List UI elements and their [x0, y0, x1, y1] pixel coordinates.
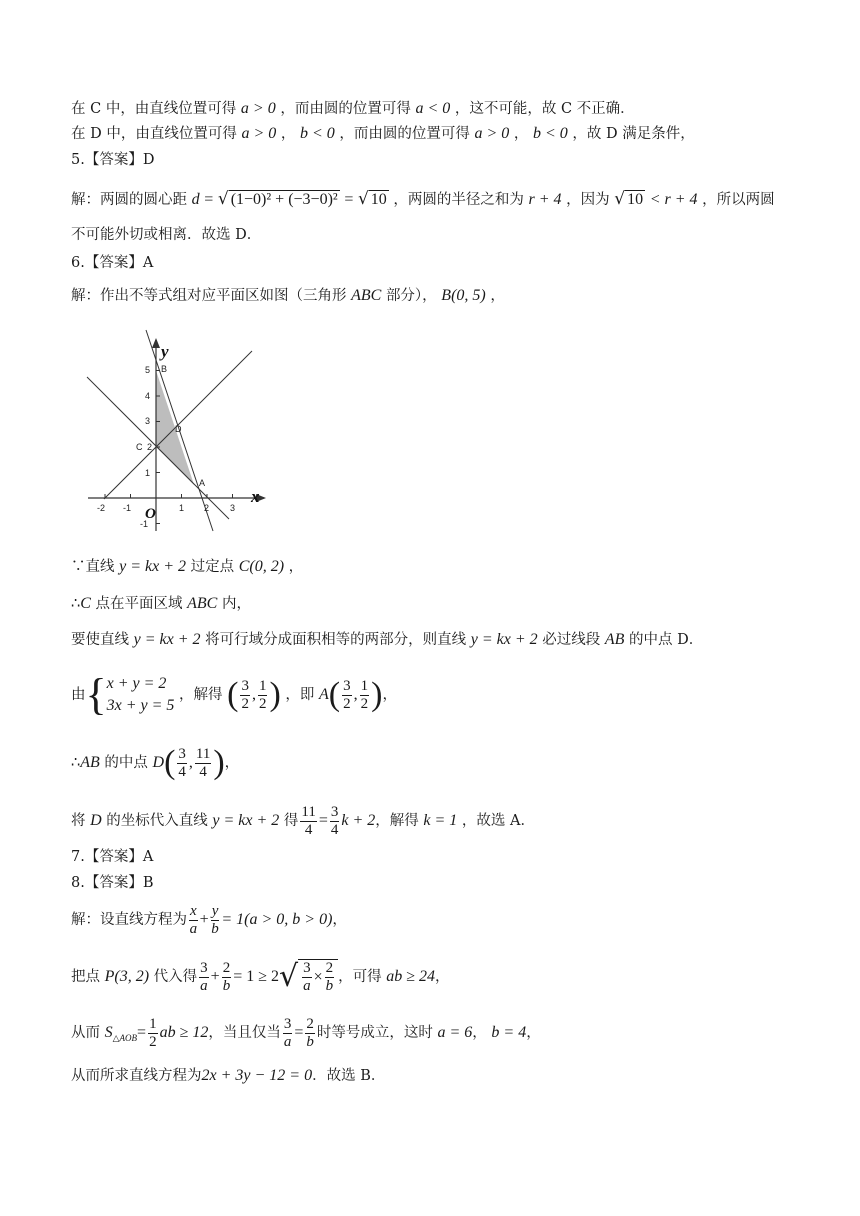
math: C(0, 2) — [238, 558, 285, 575]
text: ， — [526, 1025, 541, 1041]
radicand: 10 — [370, 191, 387, 208]
math: AB — [604, 631, 625, 648]
text: ，两圆的半径之和为 — [393, 192, 524, 208]
equation: x + y = 2 — [106, 675, 167, 692]
text: ，而由圆的位置可得 — [339, 126, 470, 142]
math: k + 2 — [341, 812, 376, 829]
sqrt-sign: √ — [357, 189, 369, 209]
text: 把点 — [71, 969, 100, 985]
fraction: $\frac{2}{b}$ — [222, 959, 231, 994]
text: 点在平面区域 — [95, 596, 183, 612]
fraction: $\frac{3}{4}$ — [178, 745, 186, 780]
math: ab ≥ 24 — [386, 968, 436, 985]
text: 要使直线 — [71, 632, 129, 648]
math: ABC — [187, 595, 218, 612]
text: ， — [224, 755, 240, 771]
answer-heading-5: 5.【答案】D — [71, 152, 155, 168]
text: ， — [382, 687, 397, 703]
text: 时等号成立，这时 — [316, 1025, 433, 1041]
math: = — [137, 1024, 147, 1041]
fraction: $\frac{3}{2}$ — [241, 677, 249, 712]
math: = — [344, 191, 354, 208]
math: 2x + 3y − 12 = 0 — [201, 1067, 313, 1084]
text: ∴ — [71, 596, 81, 612]
math: r + 4 — [528, 191, 562, 208]
text: ，故 D 满足条件， — [572, 126, 695, 142]
sqrt-sign: √ — [217, 189, 229, 209]
y-tick-label: 3 — [145, 416, 151, 426]
text-line-midpoint-condition — [71, 630, 703, 650]
axis-label-y: y — [161, 342, 169, 361]
math: a > 0 — [240, 100, 276, 117]
math: a > 0 — [241, 125, 277, 142]
math: k = 1 — [423, 812, 458, 829]
text: 必过线段 — [542, 632, 601, 648]
text-line-q5-solution — [71, 186, 775, 213]
text: 的中点 D． — [629, 632, 704, 648]
fraction: $\frac{3}{2}$ — [343, 677, 351, 712]
math: y = kx + 2 — [119, 558, 187, 575]
equation-system — [107, 673, 175, 717]
feasible-region-figure — [84, 326, 270, 536]
fraction: $\frac{1}{2}$ — [149, 1015, 157, 1050]
answer-heading-8: 8.【答案】B — [71, 875, 154, 891]
math: + — [210, 968, 220, 985]
text: 得 — [283, 813, 299, 829]
text: 从而 — [71, 1025, 100, 1041]
fraction: $\frac{3}{a}$ — [200, 959, 208, 994]
radicand — [298, 959, 338, 995]
text-line-q6-intro — [71, 286, 505, 306]
text: ∴ — [71, 755, 81, 771]
text-line-solve-system — [71, 670, 397, 720]
math: a = 6 — [437, 1024, 473, 1041]
radicand: 10 — [627, 191, 644, 208]
comma: , — [353, 686, 358, 703]
fraction: $\frac{3}{4}$ — [330, 803, 339, 838]
text: 在 D 中，由直线位置可得 — [71, 126, 237, 142]
math: D — [90, 812, 102, 829]
math: a < 0 — [415, 100, 451, 117]
paren: ) — [213, 744, 225, 781]
point-label-a: A — [199, 478, 206, 488]
fraction: $\frac{3}{a}$ — [303, 960, 311, 994]
radicand: (1−0)² + (−3−0)² — [230, 191, 338, 208]
origin-label: O — [145, 506, 156, 522]
math: y = kx + 2 — [133, 631, 201, 648]
math: d — [191, 191, 200, 208]
text: 将可行域分成面积相等的两部分，则直线 — [205, 632, 467, 648]
text-line-midpoint-d — [71, 740, 239, 786]
math: y = kx + 2 — [470, 631, 538, 648]
math: a > 0 — [474, 125, 510, 142]
fraction: $\frac{y}{b}$ — [211, 902, 219, 937]
text: 部分）， — [385, 288, 437, 304]
text: ， — [435, 969, 450, 985]
text: ．故选 B． — [312, 1068, 386, 1084]
text-line-line-equation — [71, 900, 347, 940]
math: AB — [80, 754, 100, 771]
paren: ( — [328, 676, 341, 713]
y-tick-label: 4 — [145, 391, 151, 401]
math: = — [294, 1024, 304, 1041]
math: ab ≥ 12 — [159, 1024, 209, 1041]
text-line-area-bound — [71, 1011, 541, 1060]
text: 内， — [221, 596, 251, 612]
fraction: $\frac{x}{a}$ — [189, 902, 198, 937]
math: b = 4 — [491, 1024, 527, 1041]
y-axis-arrow — [152, 338, 160, 348]
text-line-c-case — [71, 99, 635, 119]
x-tick-label: 2 — [204, 503, 210, 513]
text: 解：作出不等式组对应平面区如图（三角形 — [71, 288, 347, 304]
y-tick-label: 1 — [145, 468, 151, 478]
x-tick-label: -2 — [97, 503, 106, 513]
math: ABC — [351, 287, 382, 304]
text: 解：两圆的圆心距 — [71, 192, 187, 208]
text: ， — [472, 1025, 487, 1041]
math: D — [152, 754, 165, 771]
text: ， — [288, 559, 304, 575]
axis-label-x: x — [251, 487, 260, 506]
text: ， — [490, 288, 505, 304]
y-tick-label: -1 — [140, 519, 149, 529]
text: ，可得 — [338, 969, 382, 985]
text: ， — [513, 126, 529, 142]
comma: , — [188, 754, 193, 771]
text: ，这不可能，故 C 不正确． — [454, 101, 635, 117]
text: ，即 — [285, 687, 315, 703]
math: × — [313, 968, 323, 986]
point-label-c: C — [136, 442, 143, 452]
subscript: △AOB — [112, 1032, 138, 1043]
fraction: $\frac{1}{2}$ — [360, 677, 369, 712]
math: A — [319, 686, 329, 703]
equation: 3x + y = 5 — [106, 697, 175, 714]
answer-heading-7: 7.【答案】A — [71, 849, 154, 865]
text-line-substitute-p — [71, 955, 450, 999]
comma: , — [251, 686, 256, 703]
sqrt-sign: √ — [279, 959, 299, 994]
paren: ) — [269, 676, 281, 713]
text: ∵直线 — [71, 559, 115, 575]
math: = 1 ≥ 2 — [233, 968, 279, 985]
answer-heading-6: 6.【答案】A — [71, 255, 154, 271]
x-tick-label: -1 — [123, 503, 132, 513]
text: 的中点 — [104, 755, 148, 771]
text: 代入得 — [153, 969, 198, 985]
text: ， — [332, 912, 347, 928]
x-tick-label: 3 — [230, 503, 236, 513]
text: ，所以两圆 — [702, 192, 775, 208]
text-line-q5-conclusion: 不可能外切或相离．故选 D． — [71, 227, 262, 243]
sqrt-sign: √ — [614, 189, 626, 209]
text-line-final-answer — [71, 1066, 385, 1086]
text: ，因为 — [566, 192, 610, 208]
point-label-d: D — [175, 424, 182, 434]
text: 过定点 — [190, 559, 235, 575]
text: ，解得 — [375, 813, 419, 829]
text-line-substitute-d — [71, 800, 535, 842]
math: + — [199, 911, 209, 928]
math: C — [80, 595, 91, 612]
fraction: $\frac{11}{4}$ — [301, 803, 316, 838]
paren: ) — [371, 676, 383, 713]
math: b < 0 — [533, 125, 568, 142]
fraction: $\frac{11}{4}$ — [195, 745, 211, 780]
text: ， — [280, 126, 296, 142]
math: = — [204, 191, 214, 208]
fraction: $\frac{1}{2}$ — [258, 677, 267, 712]
text-line-c-in-region — [71, 594, 251, 614]
left-brace: { — [85, 670, 107, 719]
paren: ( — [227, 676, 239, 713]
fraction: $\frac{2}{b}$ — [306, 1015, 314, 1050]
x-tick-label: 1 — [179, 503, 185, 513]
point-label-b: B — [161, 364, 168, 374]
text: 在 C 中，由直线位置可得 — [71, 101, 237, 117]
math: b < 0 — [299, 125, 335, 142]
text: ，解得 — [179, 687, 223, 703]
fraction: $\frac{2}{b}$ — [325, 960, 334, 994]
math: = — [318, 812, 328, 829]
text: 的坐标代入直线 — [106, 813, 208, 829]
text: 从而所求直线方程为 — [71, 1068, 202, 1084]
y-tick-label: 2 — [147, 442, 153, 452]
math: B(0, 5) — [441, 287, 486, 304]
math: S — [104, 1024, 113, 1041]
text: 将 — [71, 813, 86, 829]
math: y = kx + 2 — [212, 812, 280, 829]
text-line-d-case — [71, 124, 695, 144]
text: ，而由圆的位置可得 — [280, 101, 411, 117]
math: = 1(a > 0, b > 0) — [221, 911, 333, 928]
y-tick-label: 5 — [145, 365, 151, 375]
fraction: $\frac{3}{a}$ — [283, 1015, 292, 1050]
text: ，当且仅当 — [208, 1025, 281, 1041]
math: < r + 4 — [649, 191, 698, 208]
paren: ( — [164, 744, 176, 781]
text: 由 — [71, 687, 86, 703]
text-line-fixed-point — [71, 557, 303, 577]
text: 解：设直线方程为 — [71, 912, 187, 928]
math: P(3, 2) — [104, 968, 150, 985]
text: ，故选 A． — [461, 813, 536, 829]
